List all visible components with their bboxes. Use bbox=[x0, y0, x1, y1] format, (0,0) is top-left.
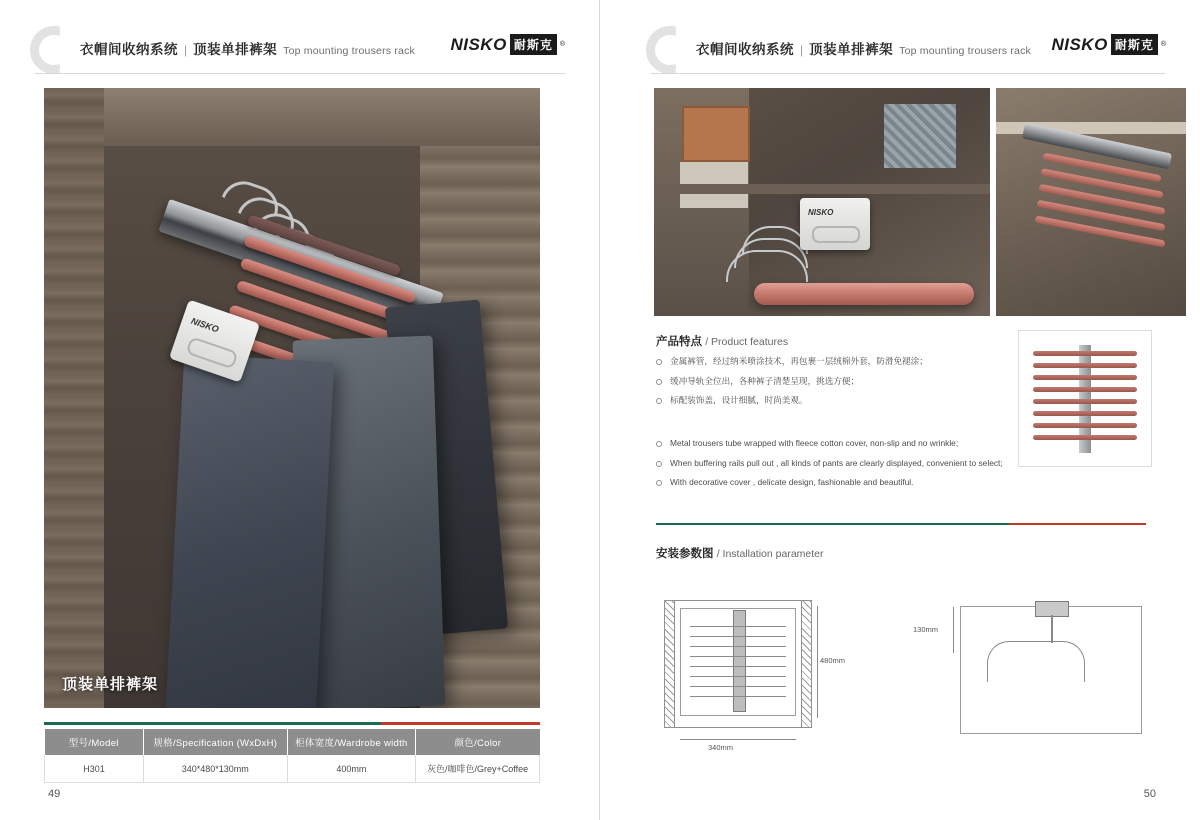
rack-arm bbox=[690, 636, 786, 637]
installation-title-cn: 安装参数图 bbox=[656, 548, 714, 560]
col-specification: 规格/Specification (WxDxH) bbox=[144, 729, 288, 755]
cell-specification: 340*480*130mm bbox=[144, 755, 288, 783]
mounting-stem bbox=[1051, 615, 1053, 643]
rack-arm bbox=[690, 696, 786, 697]
trouser-tube bbox=[1033, 399, 1137, 404]
cell-wardrobe-width: 400mm bbox=[287, 755, 416, 783]
table-accent-bar bbox=[44, 722, 540, 725]
tag-logo-text: NISKO bbox=[808, 208, 834, 217]
specification-table bbox=[44, 722, 540, 783]
features-section-title bbox=[656, 333, 788, 349]
c-mark-icon bbox=[30, 26, 78, 74]
trouser-tube bbox=[754, 283, 974, 305]
hero-product-photo bbox=[44, 88, 540, 708]
brand-logo bbox=[1051, 34, 1166, 55]
col-wardrobe-width: 柜体宽度/Wardrobe width bbox=[287, 729, 416, 755]
rack-arm bbox=[690, 656, 786, 657]
brand-logo-registered: ® bbox=[559, 41, 565, 48]
divider-red bbox=[1009, 523, 1146, 525]
dimension-label-height: 480mm bbox=[820, 656, 846, 665]
decorative-cover-tag bbox=[800, 198, 870, 250]
page-number-right: 50 bbox=[1143, 788, 1156, 800]
rack-arm bbox=[690, 686, 786, 687]
series-title-cn: 衣帽间收纳系统 bbox=[80, 42, 178, 57]
features-title-en: / Product features bbox=[705, 336, 789, 348]
installation-section-title bbox=[656, 545, 824, 561]
product-title-cn: 顶装单排裤架 bbox=[809, 42, 894, 57]
tag-logo-text: NISKO bbox=[189, 315, 221, 335]
rack-arm bbox=[690, 666, 786, 667]
installation-drawing-front bbox=[664, 600, 846, 752]
list-item: 金属裤管，经过纳米喷涂技术，再包裹一层绒棉外套，防滑免褪涂； bbox=[656, 356, 996, 367]
brand-logo-registered: ® bbox=[1160, 41, 1166, 48]
page-number-left: 49 bbox=[48, 788, 61, 800]
dimension-label-width: 340mm bbox=[708, 743, 734, 752]
features-title-cn: 产品特点 bbox=[656, 336, 702, 348]
dimension-line-depth bbox=[953, 607, 954, 653]
rack-arm bbox=[690, 676, 786, 677]
features-list-cn bbox=[656, 356, 996, 415]
table-header-row bbox=[45, 729, 540, 755]
wardrobe-top-shelf bbox=[104, 88, 540, 146]
hook-profile bbox=[987, 641, 1085, 682]
dimension-line-horizontal bbox=[680, 739, 796, 740]
cabinet-wall-hatch bbox=[801, 600, 812, 728]
dimension-label-depth: 130mm bbox=[913, 625, 939, 634]
installation-title-en: / Installation parameter bbox=[716, 548, 824, 560]
rack-arm bbox=[690, 646, 786, 647]
brand-logo bbox=[450, 34, 565, 55]
brand-logo-text: NISKO bbox=[450, 34, 507, 54]
rack-hook-icon bbox=[726, 250, 808, 282]
shelf-edge bbox=[654, 184, 990, 194]
header-separator: | bbox=[800, 43, 804, 57]
list-item: With decorative cover , delicate design, fashionable and beautiful. bbox=[656, 477, 1126, 488]
storage-box bbox=[682, 106, 750, 162]
header-title-group bbox=[80, 38, 415, 58]
list-item: 标配装饰盖，设计细腻，时尚美观。 bbox=[656, 395, 996, 406]
trouser-tube bbox=[1033, 423, 1137, 428]
hero-caption: 顶装单排裤架 bbox=[62, 676, 159, 693]
detail-photo-side bbox=[996, 88, 1186, 316]
brand-logo-cn: 耐斯克 bbox=[1111, 34, 1158, 55]
trouser-tube bbox=[1033, 363, 1137, 368]
table-row bbox=[45, 755, 540, 783]
tag-handle-slot bbox=[812, 226, 860, 243]
detail-photo-main bbox=[654, 88, 990, 316]
product-title-en: Top mounting trousers rack bbox=[899, 45, 1031, 57]
tag-handle-slot bbox=[185, 336, 238, 369]
spec-table bbox=[44, 729, 540, 783]
col-model: 型号/Model bbox=[45, 729, 144, 755]
brand-logo-text: NISKO bbox=[1051, 34, 1108, 54]
header-title-group bbox=[696, 38, 1031, 58]
product-title-cn: 顶装单排裤架 bbox=[193, 42, 278, 57]
trousers-sample bbox=[164, 354, 334, 708]
accent-red bbox=[381, 722, 540, 725]
right-page-header bbox=[650, 28, 1166, 74]
divider-green bbox=[656, 523, 1009, 525]
trouser-tube bbox=[1033, 435, 1137, 440]
woven-basket bbox=[884, 104, 956, 168]
col-color: 颜色/Color bbox=[416, 729, 540, 755]
product-line-drawing bbox=[1018, 330, 1152, 467]
header-separator: | bbox=[184, 43, 188, 57]
header-rule bbox=[650, 73, 1166, 74]
cabinet-wall-hatch bbox=[664, 600, 675, 728]
trouser-tube bbox=[1033, 411, 1137, 416]
rack-arm bbox=[690, 626, 786, 627]
brand-logo-cn: 耐斯克 bbox=[510, 34, 557, 55]
trouser-tube bbox=[1033, 387, 1137, 392]
list-item: 缓冲导轨全位出，各种裤子清楚呈现，挑选方便； bbox=[656, 376, 996, 387]
list-item: Metal trousers tube wrapped with fleece cotton cover, non-slip and no wrinkle; bbox=[656, 438, 1126, 449]
dimension-line-vertical bbox=[817, 606, 818, 718]
cell-model: H301 bbox=[45, 755, 144, 783]
wardrobe-left-panel bbox=[44, 88, 104, 708]
installation-drawing-side bbox=[913, 606, 1142, 734]
section-divider bbox=[656, 523, 1146, 525]
c-mark-icon bbox=[646, 26, 694, 74]
header-rule bbox=[34, 73, 565, 74]
series-title-cn: 衣帽间收纳系统 bbox=[696, 42, 794, 57]
trouser-tube bbox=[1033, 351, 1137, 356]
product-title-en: Top mounting trousers rack bbox=[283, 45, 415, 57]
list-item: When buffering rails pull out , all kinds of pants are clearly displayed, convenient to select; bbox=[656, 458, 1126, 469]
cell-color: 灰色/咖啡色/Grey+Coffee bbox=[416, 755, 540, 783]
left-page-header bbox=[34, 28, 565, 74]
accent-green bbox=[44, 722, 381, 725]
trouser-tube bbox=[1033, 375, 1137, 380]
